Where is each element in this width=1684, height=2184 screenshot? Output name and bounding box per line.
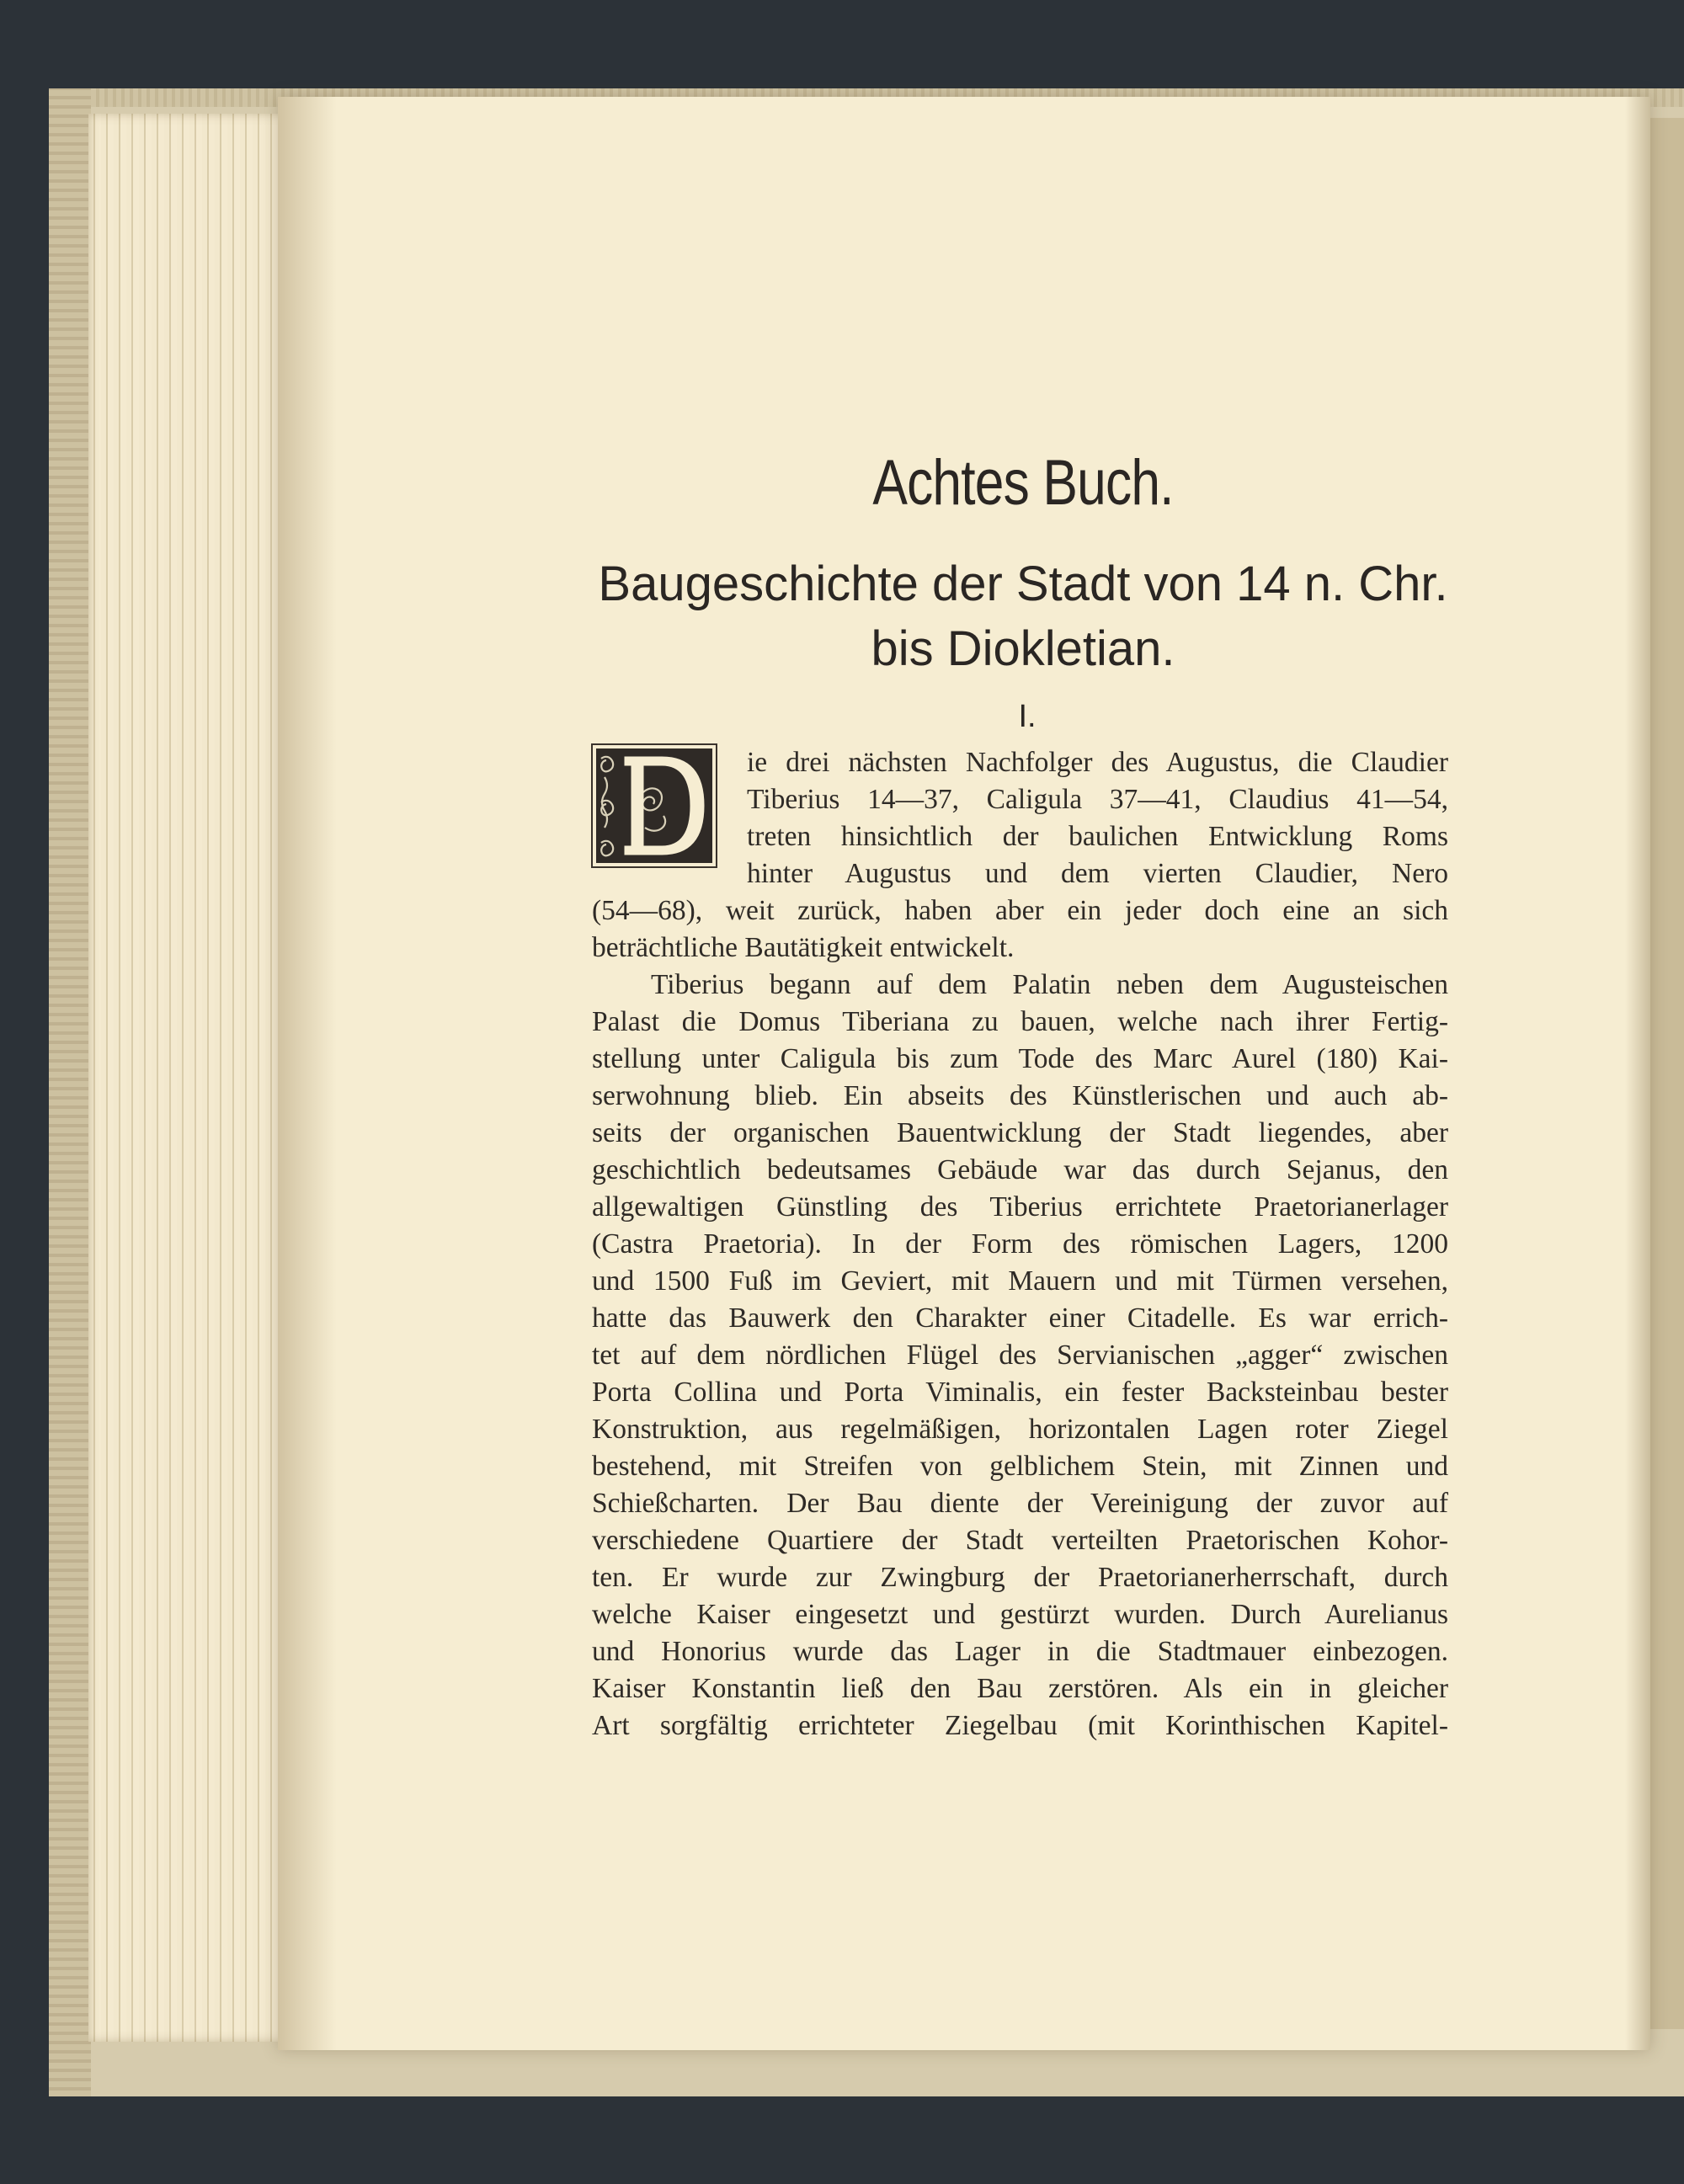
text-line-16: hatte das Bauwerk den Charakter einer Citadelle. Es war errich- <box>592 1302 1448 1334</box>
text-line-13: allgewaltigen Günstling des Tiberius errichtete Praetorianerlager <box>592 1191 1448 1223</box>
text-line-15: und 1500 Fuß im Geviert, mit Mauern und mit Türmen versehen, <box>592 1265 1448 1297</box>
text-line-18: Porta Collina und Porta Viminalis, ein fester Backsteinbau bester <box>592 1377 1448 1408</box>
text-line-5: (54—68), weit zurück, haben aber ein jeder doch eine an sich <box>592 895 1448 926</box>
text-line-8: Palast die Domus Tiberiana zu bauen, welche nach ihrer Fertig- <box>592 1006 1448 1037</box>
text-line-7: Tiberius begann auf dem Palatin neben dem Augusteischen <box>651 969 1448 1000</box>
text-line-10: serwohnung blieb. Ein abseits des Künstlerischen und auch ab- <box>592 1080 1448 1111</box>
text-line-20: bestehend, mit Streifen von gelblichem Stein, mit Zinnen und <box>592 1451 1448 1482</box>
right-cover-edge <box>1649 118 1684 2029</box>
decorative-initial-d <box>591 743 717 868</box>
text-line-23: ten. Er wurde zur Zwingburg der Praetorianerherrschaft, durch <box>592 1562 1448 1593</box>
text-line-21: Schießcharten. Der Bau diente der Vereinigung der zuvor auf <box>592 1488 1448 1519</box>
book-title: Achtes Buch. <box>872 447 1174 519</box>
text-line-2: Tiberius 14—37, Caligula 37—41, Claudius 41—54, <box>747 784 1448 815</box>
chapter-title-line-1: Baugeschichte der Stadt von 14 n. Chr. <box>598 557 1448 611</box>
text-line-19: Konstruktion, aus regelmäßigen, horizontalen Lagen roter Ziegel <box>592 1414 1448 1445</box>
text-line-25: und Honorius wurde das Lager in die Stadtmauer einbezogen. <box>592 1636 1448 1667</box>
text-line-24: welche Kaiser eingesetzt und gestürzt wurden. Durch Aurelianus <box>592 1599 1448 1630</box>
chapter-title-line-2: bis Diokletian. <box>871 621 1175 676</box>
text-line-6: beträchtliche Bautätigkeit entwickelt. <box>592 932 1015 963</box>
text-line-26: Kaiser Konstantin ließ den Bau zerstören. Als ein in gleicher <box>592 1673 1448 1704</box>
cover-edge-left <box>49 88 91 2096</box>
text-line-17: tet auf dem nördlichen Flügel des Servianischen „agger“ zwischen <box>592 1340 1448 1371</box>
text-line-14: (Castra Praetoria). In der Form des römischen Lagers, 1200 <box>592 1228 1448 1260</box>
text-line-4: hinter Augustus und dem vierten Claudier, Nero <box>747 858 1448 889</box>
text-line-3: treten hinsichtlich der baulichen Entwicklung Roms <box>747 821 1448 852</box>
page-gutter-shadow <box>278 97 337 2050</box>
text-line-9: stellung unter Caligula bis zum Tode des Marc Aurel (180) Kai- <box>592 1043 1448 1074</box>
text-line-1: ie drei nächsten Nachfolger des Augustus, die Claudier <box>747 747 1448 778</box>
page-edge-shadow <box>1625 97 1650 2050</box>
text-line-27: Art sorgfältig errichteter Ziegelbau (mit Korinthischen Kapitel- <box>592 1710 1448 1741</box>
page-stack <box>88 114 299 2042</box>
text-line-22: verschiedene Quartiere der Stadt verteilten Praetorischen Kohor- <box>592 1525 1448 1556</box>
section-number: I. <box>1018 699 1037 734</box>
text-line-12: geschichtlich bedeutsames Gebäude war das durch Sejanus, den <box>592 1154 1448 1185</box>
text-line-11: seits der organischen Bauentwicklung der Stadt liegendes, aber <box>592 1117 1448 1148</box>
